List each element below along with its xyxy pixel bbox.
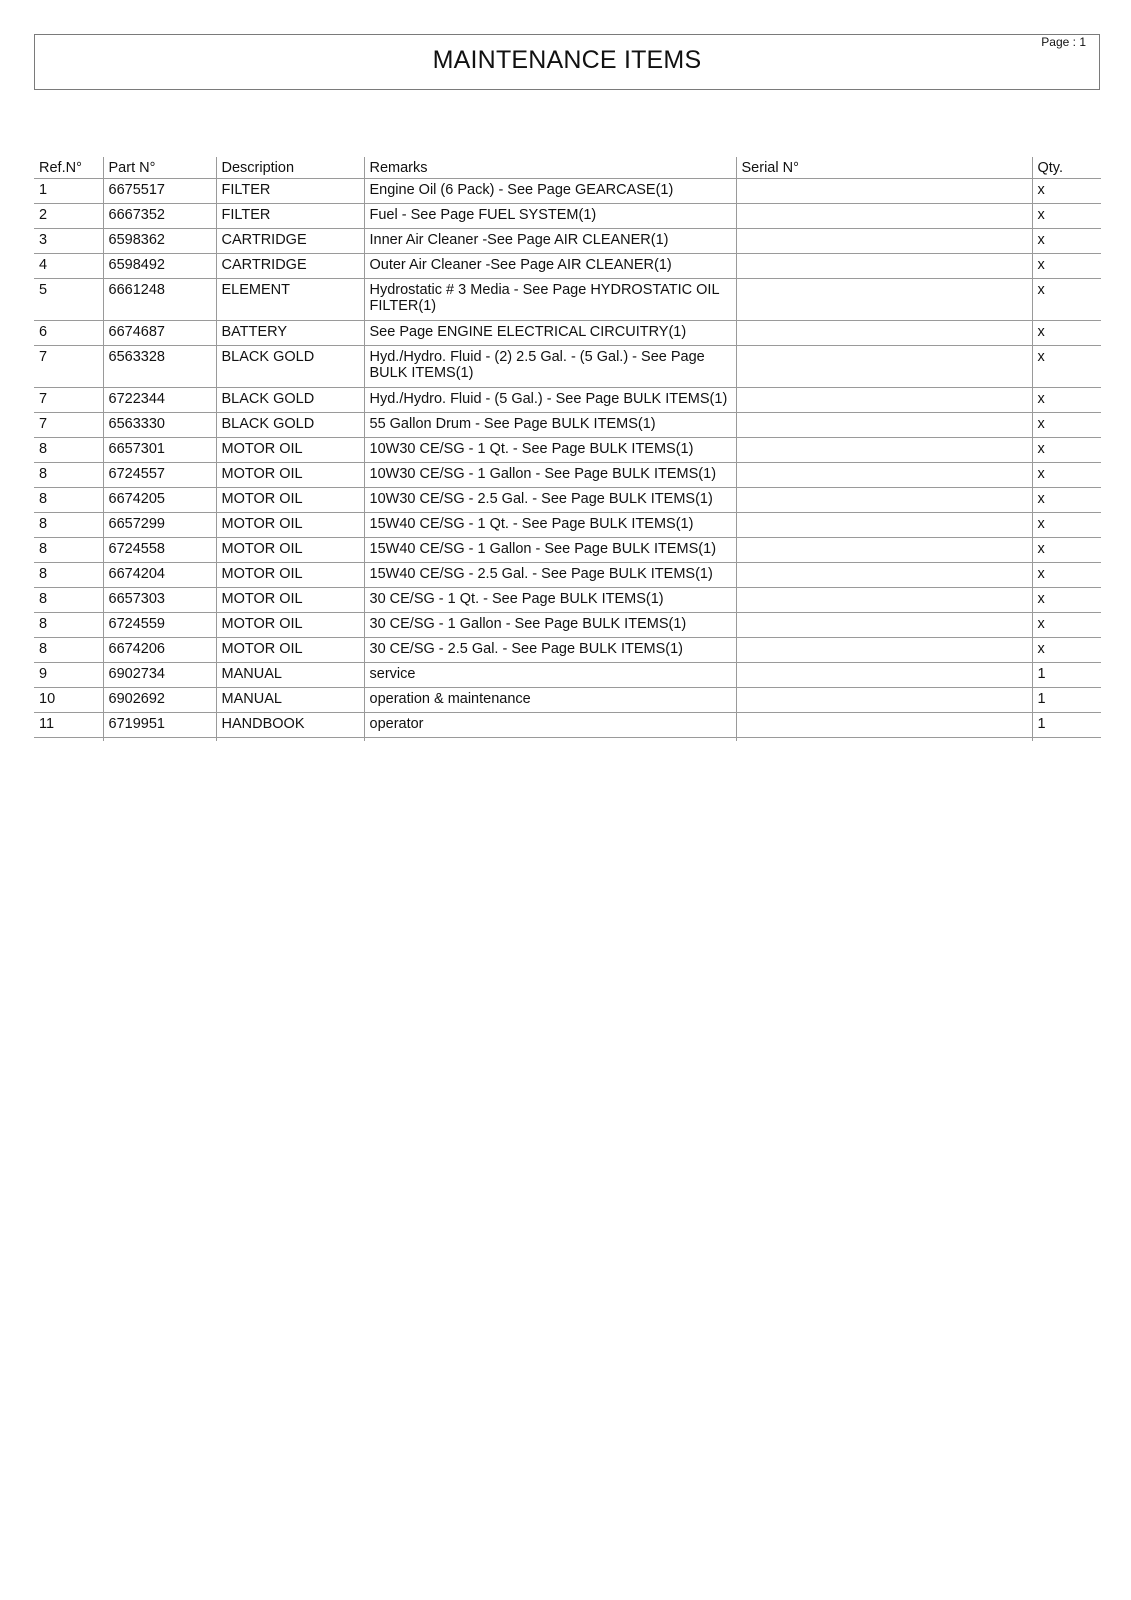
cell-qty: 1 bbox=[1032, 713, 1101, 738]
cell-part-number: 6722344 bbox=[103, 388, 216, 413]
cell-description: BLACK GOLD bbox=[216, 413, 364, 438]
cell-description: FILTER bbox=[216, 179, 364, 204]
table-row bbox=[34, 638, 1101, 663]
cell-serial bbox=[736, 613, 1032, 638]
cell-description: MANUAL bbox=[216, 663, 364, 688]
cell-description: MANUAL bbox=[216, 688, 364, 713]
cell-description: MOTOR OIL bbox=[216, 563, 364, 588]
cell-qty: x bbox=[1032, 279, 1101, 321]
cell-remarks: 55 Gallon Drum - See Page BULK ITEMS(1) bbox=[364, 413, 736, 438]
table-row bbox=[34, 463, 1101, 488]
cell-ref: 8 bbox=[34, 563, 103, 588]
table-row bbox=[34, 488, 1101, 513]
cell-remarks: 30 CE/SG - 1 Qt. - See Page BULK ITEMS(1) bbox=[364, 588, 736, 613]
cell-ref: 1 bbox=[34, 179, 103, 204]
column-header-description: Description bbox=[216, 157, 364, 179]
cell-description: BLACK GOLD bbox=[216, 346, 364, 388]
cell-description: MOTOR OIL bbox=[216, 588, 364, 613]
cell-ref: 8 bbox=[34, 438, 103, 463]
cell-qty: x bbox=[1032, 413, 1101, 438]
cell-remarks: 30 CE/SG - 1 Gallon - See Page BULK ITEMS(1) bbox=[364, 613, 736, 638]
cell-serial bbox=[736, 588, 1032, 613]
cell-qty: x bbox=[1032, 463, 1101, 488]
table-row bbox=[34, 438, 1101, 463]
table-row bbox=[34, 713, 1101, 738]
cell-ref: 7 bbox=[34, 413, 103, 438]
cell-remarks: 30 CE/SG - 2.5 Gal. - See Page BULK ITEMS(1) bbox=[364, 638, 736, 663]
cell-ref: 8 bbox=[34, 638, 103, 663]
cell-qty: x bbox=[1032, 613, 1101, 638]
cell-remarks: operation & maintenance bbox=[364, 688, 736, 713]
page-number: Page : 1 bbox=[1041, 35, 1086, 49]
cell-description: HANDBOOK bbox=[216, 713, 364, 738]
cell-serial bbox=[736, 713, 1032, 738]
cell-part-number: 6661248 bbox=[103, 279, 216, 321]
table-row bbox=[34, 279, 1101, 321]
cell-serial bbox=[736, 513, 1032, 538]
cell-part-number: 6674206 bbox=[103, 638, 216, 663]
cell-qty: x bbox=[1032, 638, 1101, 663]
cell-serial bbox=[736, 321, 1032, 346]
table-row bbox=[34, 538, 1101, 563]
cell-part-number: 6674204 bbox=[103, 563, 216, 588]
cell-description: FILTER bbox=[216, 204, 364, 229]
parts-table bbox=[34, 157, 1101, 741]
table-row bbox=[34, 613, 1101, 638]
cell-description: MOTOR OIL bbox=[216, 613, 364, 638]
cell-ref: 3 bbox=[34, 229, 103, 254]
cell-description: BLACK GOLD bbox=[216, 388, 364, 413]
table-header-row bbox=[34, 157, 1101, 179]
cell-description: MOTOR OIL bbox=[216, 638, 364, 663]
table-row bbox=[34, 179, 1101, 204]
cell-qty: x bbox=[1032, 229, 1101, 254]
cell-ref: 5 bbox=[34, 279, 103, 321]
table-row bbox=[34, 204, 1101, 229]
cell-description: MOTOR OIL bbox=[216, 513, 364, 538]
cell-ref: 7 bbox=[34, 388, 103, 413]
cell-description: MOTOR OIL bbox=[216, 463, 364, 488]
page-title: MAINTENANCE ITEMS bbox=[432, 46, 702, 74]
cell-serial bbox=[736, 279, 1032, 321]
cell-qty: x bbox=[1032, 346, 1101, 388]
cell-qty: x bbox=[1032, 538, 1101, 563]
cell-description: MOTOR OIL bbox=[216, 438, 364, 463]
cell-remarks: 15W40 CE/SG - 1 Qt. - See Page BULK ITEMS(1) bbox=[364, 513, 736, 538]
cell-serial bbox=[736, 538, 1032, 563]
cell-remarks: Hyd./Hydro. Fluid - (2) 2.5 Gal. - (5 Gal.) - See Page BULK ITEMS(1) bbox=[364, 346, 736, 388]
cell-qty: x bbox=[1032, 488, 1101, 513]
cell-serial bbox=[736, 563, 1032, 588]
cell-part-number: 6657301 bbox=[103, 438, 216, 463]
table-row bbox=[34, 321, 1101, 346]
cell-description: CARTRIDGE bbox=[216, 254, 364, 279]
cell-part-number: 6563330 bbox=[103, 413, 216, 438]
cell-qty: x bbox=[1032, 321, 1101, 346]
cell-remarks: 10W30 CE/SG - 1 Qt. - See Page BULK ITEMS(1) bbox=[364, 438, 736, 463]
cell-description: MOTOR OIL bbox=[216, 538, 364, 563]
cell-ref: 11 bbox=[34, 713, 103, 738]
cell-ref: 6 bbox=[34, 321, 103, 346]
cell-part-number: 6667352 bbox=[103, 204, 216, 229]
cell-qty: x bbox=[1032, 204, 1101, 229]
table-row bbox=[34, 563, 1101, 588]
cell-part-number: 6674205 bbox=[103, 488, 216, 513]
cell-serial bbox=[736, 254, 1032, 279]
cell-serial bbox=[736, 438, 1032, 463]
column-header-serial: Serial N° bbox=[736, 157, 1032, 179]
cell-ref: 8 bbox=[34, 538, 103, 563]
cell-remarks: Hydrostatic # 3 Media - See Page HYDROSTATIC OIL FILTER(1) bbox=[364, 279, 736, 321]
cell-part-number: 6598362 bbox=[103, 229, 216, 254]
cell-part-number: 6724559 bbox=[103, 613, 216, 638]
cell-qty: x bbox=[1032, 388, 1101, 413]
column-header-ref: Ref.N° bbox=[34, 157, 103, 179]
table-row bbox=[34, 346, 1101, 388]
cell-part-number: 6675517 bbox=[103, 179, 216, 204]
cell-serial bbox=[736, 388, 1032, 413]
header-box bbox=[34, 34, 1100, 90]
table-body bbox=[34, 179, 1101, 742]
cell-description: ELEMENT bbox=[216, 279, 364, 321]
cell-remarks: Fuel - See Page FUEL SYSTEM(1) bbox=[364, 204, 736, 229]
cell-ref: 8 bbox=[34, 588, 103, 613]
cell-serial bbox=[736, 346, 1032, 388]
cell-serial bbox=[736, 688, 1032, 713]
cell-serial bbox=[736, 179, 1032, 204]
cell-ref: 8 bbox=[34, 463, 103, 488]
table-row bbox=[34, 413, 1101, 438]
cell-remarks: See Page ENGINE ELECTRICAL CIRCUITRY(1) bbox=[364, 321, 736, 346]
cell-serial bbox=[736, 663, 1032, 688]
cell-part-number: 6598492 bbox=[103, 254, 216, 279]
cell-remarks: 10W30 CE/SG - 1 Gallon - See Page BULK ITEMS(1) bbox=[364, 463, 736, 488]
cell-part-number: 6724557 bbox=[103, 463, 216, 488]
cell-remarks: Inner Air Cleaner -See Page AIR CLEANER(1) bbox=[364, 229, 736, 254]
cell-ref: 9 bbox=[34, 663, 103, 688]
cell-ref: 8 bbox=[34, 613, 103, 638]
cell-description: BATTERY bbox=[216, 321, 364, 346]
cell-ref: 7 bbox=[34, 346, 103, 388]
cell-remarks: Outer Air Cleaner -See Page AIR CLEANER(1) bbox=[364, 254, 736, 279]
cell-serial bbox=[736, 229, 1032, 254]
cell-serial bbox=[736, 413, 1032, 438]
cell-remarks: 10W30 CE/SG - 2.5 Gal. - See Page BULK ITEMS(1) bbox=[364, 488, 736, 513]
cell-qty: 1 bbox=[1032, 688, 1101, 713]
cell-remarks: Hyd./Hydro. Fluid - (5 Gal.) - See Page BULK ITEMS(1) bbox=[364, 388, 736, 413]
cell-serial bbox=[736, 204, 1032, 229]
cell-serial bbox=[736, 488, 1032, 513]
table-tail-row bbox=[34, 738, 1101, 742]
cell-part-number: 6719951 bbox=[103, 713, 216, 738]
cell-ref: 8 bbox=[34, 488, 103, 513]
cell-qty: x bbox=[1032, 588, 1101, 613]
cell-part-number: 6902692 bbox=[103, 688, 216, 713]
cell-ref: 8 bbox=[34, 513, 103, 538]
cell-qty: 1 bbox=[1032, 663, 1101, 688]
table-row bbox=[34, 688, 1101, 713]
table-row bbox=[34, 388, 1101, 413]
column-header-part: Part N° bbox=[103, 157, 216, 179]
cell-serial bbox=[736, 463, 1032, 488]
cell-remarks: service bbox=[364, 663, 736, 688]
cell-description: CARTRIDGE bbox=[216, 229, 364, 254]
cell-remarks: operator bbox=[364, 713, 736, 738]
cell-description: MOTOR OIL bbox=[216, 488, 364, 513]
cell-qty: x bbox=[1032, 438, 1101, 463]
table-row bbox=[34, 588, 1101, 613]
cell-part-number: 6902734 bbox=[103, 663, 216, 688]
cell-remarks: 15W40 CE/SG - 2.5 Gal. - See Page BULK ITEMS(1) bbox=[364, 563, 736, 588]
cell-ref: 4 bbox=[34, 254, 103, 279]
cell-part-number: 6724558 bbox=[103, 538, 216, 563]
cell-qty: x bbox=[1032, 513, 1101, 538]
cell-qty: x bbox=[1032, 254, 1101, 279]
cell-part-number: 6657299 bbox=[103, 513, 216, 538]
cell-ref: 2 bbox=[34, 204, 103, 229]
table-row bbox=[34, 254, 1101, 279]
cell-remarks: Engine Oil (6 Pack) - See Page GEARCASE(1) bbox=[364, 179, 736, 204]
cell-ref: 10 bbox=[34, 688, 103, 713]
cell-qty: x bbox=[1032, 563, 1101, 588]
cell-part-number: 6657303 bbox=[103, 588, 216, 613]
cell-serial bbox=[736, 638, 1032, 663]
table-row bbox=[34, 229, 1101, 254]
cell-part-number: 6674687 bbox=[103, 321, 216, 346]
cell-remarks: 15W40 CE/SG - 1 Gallon - See Page BULK ITEMS(1) bbox=[364, 538, 736, 563]
table-row bbox=[34, 513, 1101, 538]
table-row bbox=[34, 663, 1101, 688]
column-header-qty: Qty. bbox=[1032, 157, 1101, 179]
cell-part-number: 6563328 bbox=[103, 346, 216, 388]
column-header-remarks: Remarks bbox=[364, 157, 736, 179]
cell-qty: x bbox=[1032, 179, 1101, 204]
